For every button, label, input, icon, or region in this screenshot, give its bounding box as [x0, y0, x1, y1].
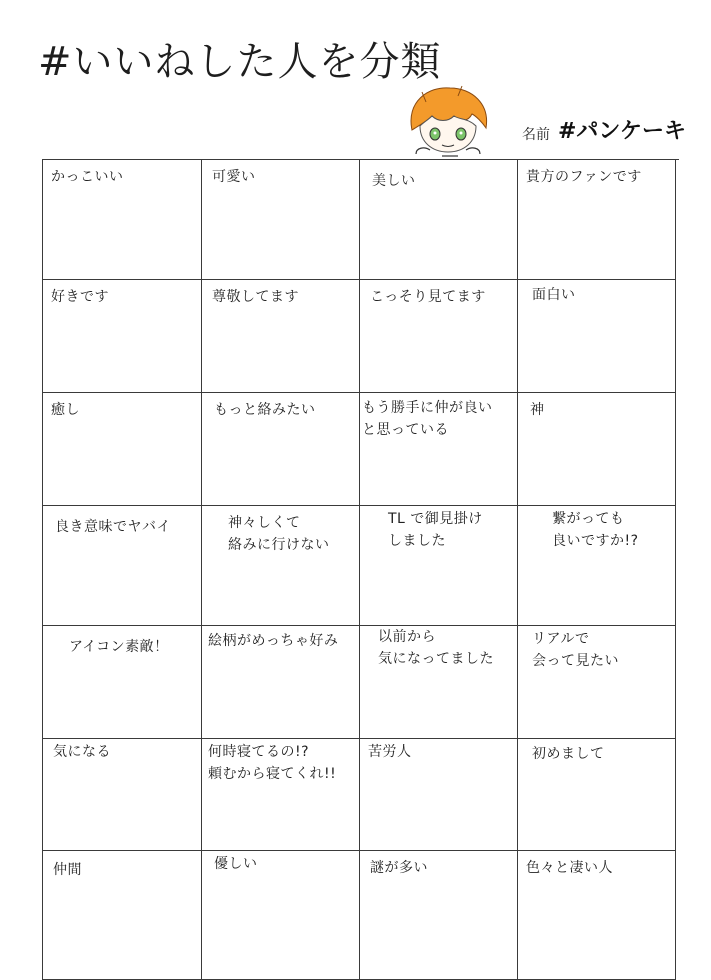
cell-label: リアルで 会って見たい — [532, 631, 619, 669]
grid-cell — [518, 739, 676, 851]
grid-cell — [360, 506, 518, 626]
name-value: #パンケーキ — [558, 119, 686, 144]
cell-label: 以前から 気になってました — [378, 629, 494, 667]
grid-cell — [518, 851, 676, 980]
grid-cell — [43, 280, 202, 393]
cell-label: 仲間 — [53, 862, 82, 878]
cell-label: 絵柄がめっちゃ好み — [208, 633, 339, 649]
cell-label: 神 — [530, 402, 545, 418]
cell-label: こっそり見てます — [370, 289, 486, 305]
cell-label: 可愛い — [212, 169, 256, 185]
mascot-illustration — [402, 82, 494, 164]
grid-cell — [518, 160, 676, 280]
cell-label: 尊敬してます — [212, 289, 299, 305]
grid-cell — [43, 160, 202, 280]
cell-label: かっこいい — [51, 169, 124, 185]
cell-label: 好きです — [51, 289, 109, 305]
grid-cell — [360, 393, 518, 506]
grid-cell — [202, 506, 360, 626]
grid-cell — [202, 851, 360, 980]
grid-cell — [43, 506, 202, 626]
cell-label: アイコン素敵！ — [69, 639, 169, 655]
grid-cell — [360, 280, 518, 393]
cell-label: 何時寝てるの!? 頼むから寝てくれ!! — [208, 744, 337, 782]
grid-cell — [202, 626, 360, 739]
category-grid — [42, 159, 679, 980]
cell-label: 貴方のファンです — [526, 169, 642, 185]
cell-label: もう勝手に仲が良い と思っている — [362, 400, 493, 438]
cell-label: もっと絡みたい — [214, 402, 316, 418]
grid-cell — [43, 393, 202, 506]
cell-label: 謎が多い — [370, 860, 428, 876]
cell-label: 美しい — [372, 173, 416, 189]
name-label: 名前 — [522, 127, 550, 143]
cell-label: 優しい — [214, 856, 258, 872]
cell-label: 神々しくて 絡みに行けない — [228, 515, 330, 553]
grid-cell — [518, 393, 676, 506]
grid-cell — [202, 393, 360, 506]
cell-label: TL で御見掛け しました — [388, 511, 483, 549]
grid-cell — [43, 739, 202, 851]
grid-cell — [43, 851, 202, 980]
grid-cell — [518, 626, 676, 739]
cell-label: 初めまして — [532, 746, 605, 762]
cell-label: 繋がっても 良いですか!? — [552, 511, 639, 549]
grid-cell — [360, 160, 518, 280]
grid-cell — [360, 739, 518, 851]
cell-label: 良き意味でヤバイ — [55, 519, 171, 535]
grid-cell — [518, 506, 676, 626]
grid-cell — [360, 626, 518, 739]
page-title: #いいねした人を分類 — [38, 39, 442, 85]
grid-cell — [202, 160, 360, 280]
cell-label: 苦労人 — [368, 744, 412, 760]
grid-cell — [518, 280, 676, 393]
cell-label: 色々と凄い人 — [526, 860, 613, 876]
grid-cell — [43, 626, 202, 739]
grid-cell — [360, 851, 518, 980]
grid-cell — [202, 280, 360, 393]
cell-label: 癒し — [51, 402, 80, 418]
cell-label: 気になる — [53, 744, 111, 760]
grid-cell — [202, 739, 360, 851]
cell-label: 面白い — [532, 287, 576, 303]
